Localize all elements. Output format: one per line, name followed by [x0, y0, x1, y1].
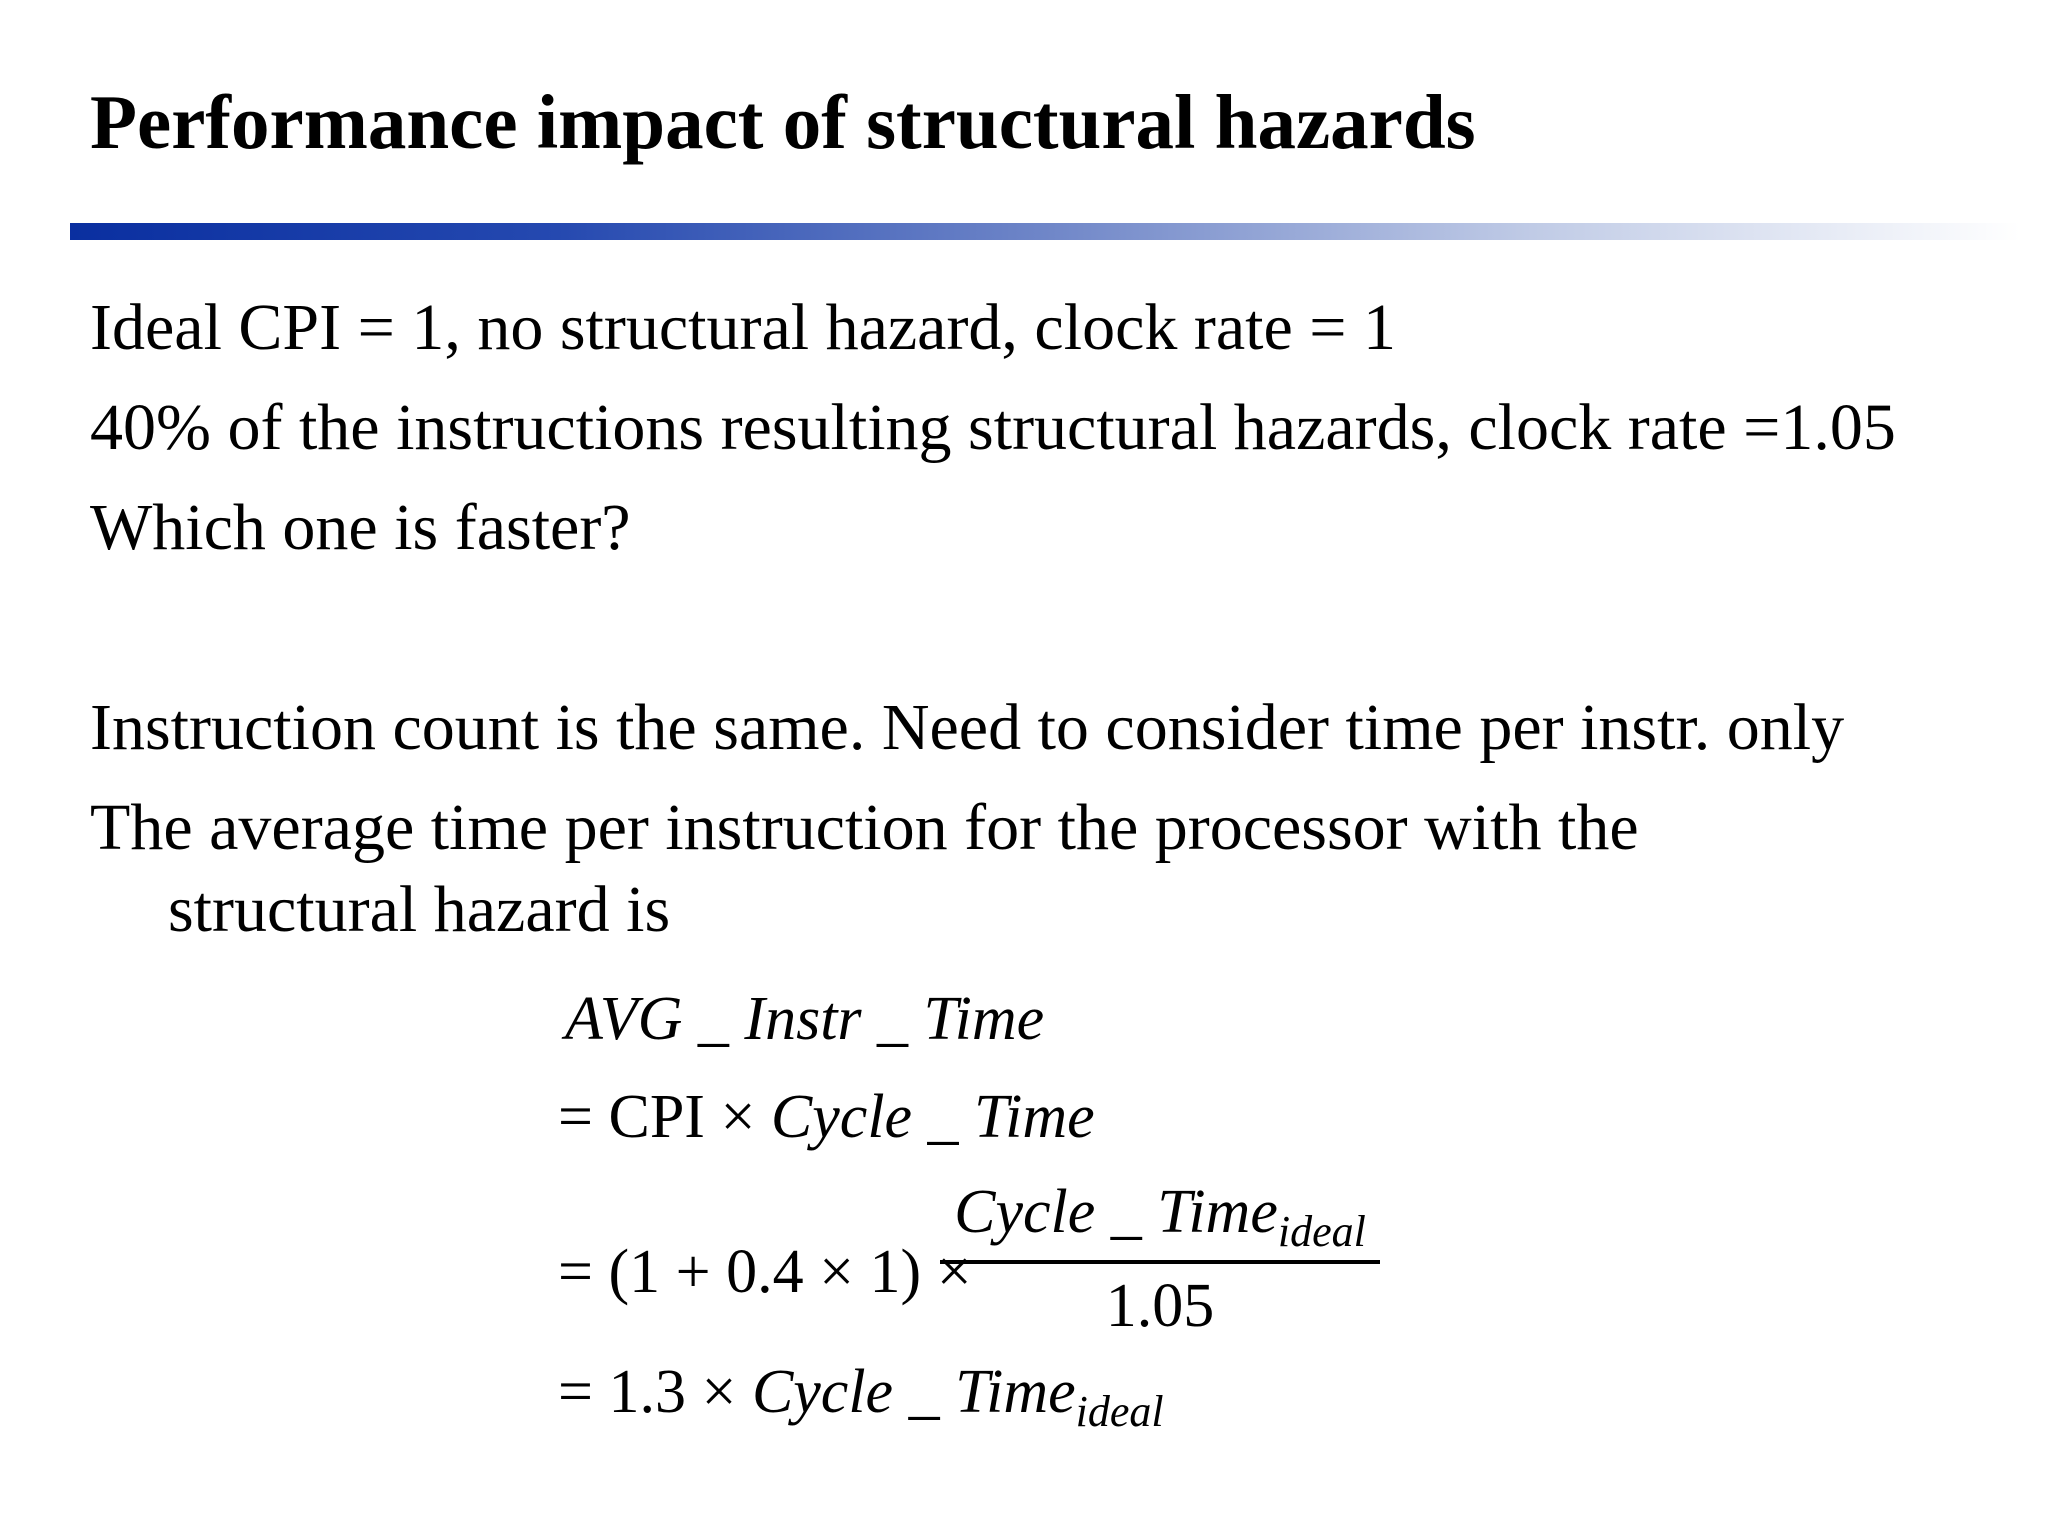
equation-line-4 [558, 1358, 1164, 1436]
fraction-numerator [940, 1178, 1380, 1264]
text-line-ideal-cpi: Ideal CPI = 1, no structural hazard, clock rate = 1 [90, 291, 1396, 364]
equation-fraction [940, 1178, 1380, 1341]
fraction-denominator: 1.05 [1105, 1272, 1215, 1341]
equation-result-prefix: = 1.3 × [558, 1358, 752, 1426]
text-line-question: Which one is faster? [90, 491, 631, 564]
equation-line-3 [558, 1232, 972, 1306]
equation-result-subscript: ideal [1075, 1387, 1164, 1436]
equation-line-1 [565, 985, 1044, 1053]
title-underline-gradient [70, 223, 2020, 240]
text-line-hazard-rate: 40% of the instructions resulting structural hazards, clock rate =1.05 [90, 391, 1896, 464]
equation-lhs: AVG _ Instr _ Time [565, 985, 1045, 1053]
equation-multiplier: = (1 + 0.4 × 1) × [558, 1237, 972, 1306]
slide-title: Performance impact of structural hazards [90, 79, 1476, 165]
fraction-numerator-subscript: ideal [1277, 1207, 1366, 1256]
text-line-instruction-count: Instruction count is the same. Need to consider time per instr. only [90, 691, 1845, 764]
equation-result-term: Cycle _ Time [751, 1358, 1076, 1426]
equation-cycle-time: Cycle _ Time [770, 1083, 1095, 1151]
equation-cpi-prefix [558, 1083, 771, 1151]
fraction-numerator-text: Cycle _ Time [954, 1178, 1278, 1246]
text-line-average-time: The average time per instruction for the processor with the [90, 791, 1639, 864]
text-line-average-time-cont: structural hazard is [168, 873, 671, 946]
equation-line-2 [558, 1083, 1095, 1151]
equation-cpi-prefix-text: = CPI × [558, 1083, 771, 1151]
